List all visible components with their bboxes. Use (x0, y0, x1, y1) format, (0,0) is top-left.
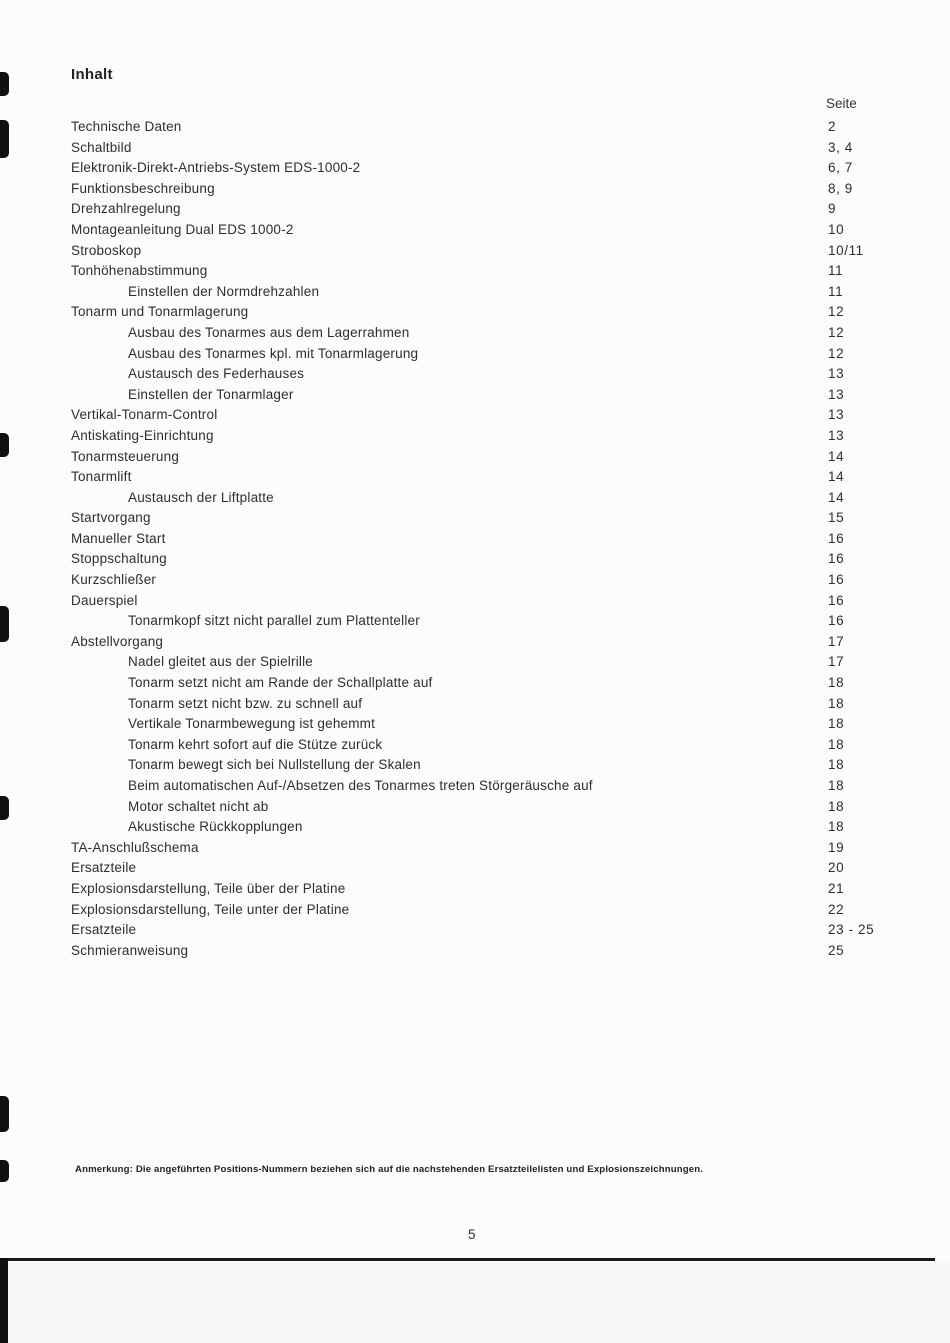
toc-entry-title: Kurzschließer (71, 572, 157, 588)
toc-entry-title: Ausbau des Tonarmes aus dem Lagerrahmen (128, 324, 410, 340)
toc-entry (0, 302, 950, 323)
toc-entry-title: Nadel gleitet aus der Spielrille (128, 654, 313, 670)
toc-entry-title: Dauerspiel (71, 592, 138, 608)
toc-entry-title: Ersatzteile (71, 922, 137, 938)
toc-entry-page: 21 (828, 880, 845, 896)
toc-entry-title: Stoppschaltung (71, 551, 167, 567)
toc-entry (0, 879, 950, 900)
toc-entry-title: Elektronik-Direkt-Antriebs-System EDS-1000-2 (71, 160, 361, 176)
toc-entry-page: 13 (828, 407, 845, 423)
toc-entry (0, 138, 950, 159)
toc-entry-page: 17 (828, 654, 845, 670)
toc-entry-title: Akustische Rückkopplungen (128, 819, 303, 835)
toc-entry-title: Beim automatischen Auf-/Absetzen des Tonarmes treten Störgeräusche auf (128, 778, 593, 793)
toc-entry-page: 18 (828, 778, 845, 793)
toc-entry-title: Explosionsdarstellung, Teile über der Platine (71, 880, 346, 896)
toc-entry (0, 900, 950, 921)
toc-entry-title: Tonarm setzt nicht am Rande der Schallplatte auf (128, 675, 433, 691)
toc-entry-page: 18 (828, 798, 845, 814)
toc-entry-page: 11 (828, 283, 844, 299)
toc-entry-title: Einstellen der Tonarmlager (128, 386, 294, 402)
toc-entry-page: 6, 7 (828, 160, 853, 176)
toc-entry-page: 3, 4 (828, 139, 853, 155)
footnote: Anmerkung: Die angeführten Positions-Nummern beziehen sich auf die nachstehenden Ersatzteilelisten und Explosionszeichnungen. (75, 1164, 704, 1175)
toc-entry-page: 8, 9 (828, 180, 853, 196)
toc-entry-page: 12 (828, 324, 845, 340)
toc-entry-page: 16 (828, 592, 845, 608)
toc-entry-page: 18 (828, 716, 845, 732)
page-number: 5 (468, 1227, 476, 1242)
toc-entry-page: 14 (828, 469, 845, 485)
toc-entry (0, 549, 950, 570)
toc-entry (0, 797, 950, 818)
toc-entry-title: Startvorgang (71, 510, 151, 526)
toc-entry (0, 447, 950, 468)
toc-entry-page: 2 (828, 119, 837, 134)
toc-entry (0, 426, 950, 447)
toc-entry-title: Drehzahlregelung (71, 201, 181, 217)
toc-entry-page: 18 (828, 819, 845, 835)
toc-entry (0, 735, 950, 756)
toc-entry (0, 570, 950, 591)
toc-entry (0, 405, 950, 426)
toc-entry-page: 18 (828, 675, 845, 691)
toc-entry-page: 16 (828, 530, 845, 546)
toc-entry-page: 17 (828, 633, 845, 649)
toc-entry-title: Tonarm setzt nicht bzw. zu schnell auf (128, 695, 363, 711)
toc-entry-page: 25 (828, 942, 845, 958)
toc-entry-page: 23 - 25 (828, 922, 875, 938)
toc-entry-page: 13 (828, 427, 845, 443)
toc-entry-title: Ausbau des Tonarmes kpl. mit Tonarmlagerung (128, 345, 419, 361)
toc-entry-page: 22 (828, 901, 845, 917)
toc-entry (0, 920, 950, 941)
toc-entry-title: Tonarm kehrt sofort auf die Stütze zurück (128, 736, 383, 752)
toc-entry-title: Motor schaltet nicht ab (128, 798, 269, 814)
toc-entry-title: Austausch des Federhauses (128, 366, 305, 382)
toc-entry-page: 10 (828, 221, 845, 237)
toc-entry-page: 13 (828, 386, 845, 402)
toc-entry-title: Ersatzteile (71, 860, 137, 876)
toc-entry-page: 18 (828, 695, 845, 711)
toc-entry (0, 652, 950, 673)
toc-entry-page: 20 (828, 860, 845, 876)
toc-entry-page: 14 (828, 448, 845, 464)
toc-entry-page: 19 (828, 839, 845, 855)
toc-entry-title: Tonarmsteuerung (71, 448, 180, 464)
toc-entry (0, 261, 950, 282)
toc-entry-title: Schmieranweisung (71, 942, 189, 958)
toc-entry-title: Explosionsdarstellung, Teile unter der Platine (71, 901, 350, 917)
toc-entry-title: Einstellen der Normdrehzahlen (128, 283, 320, 299)
toc-entry (0, 220, 950, 241)
page-column-header: Seite (826, 96, 857, 111)
toc-entry-page: 10/11 (828, 242, 864, 258)
toc-entry-title: Vertikale Tonarmbewegung ist gehemmt (128, 716, 376, 732)
toc-entry (0, 673, 950, 694)
toc-entry (0, 364, 950, 385)
toc-entry (0, 755, 950, 776)
toc-entry (0, 179, 950, 200)
page-title: Inhalt (71, 66, 113, 83)
toc-entry-title: Abstellvorgang (71, 633, 164, 649)
toc-entry-page: 16 (828, 572, 845, 588)
bottom-edge-line (0, 1258, 935, 1261)
table-of-contents (0, 117, 950, 961)
toc-entry (0, 776, 950, 797)
scan-edge-strip (0, 1258, 8, 1343)
toc-entry-page: 14 (828, 489, 845, 505)
toc-entry-page: 18 (828, 757, 845, 773)
toc-entry-title: Funktionsbeschreibung (71, 180, 215, 196)
toc-entry-page: 15 (828, 510, 845, 526)
toc-entry-title: Vertikal-Tonarm-Control (71, 407, 218, 423)
punch-hole-mark (0, 1160, 9, 1182)
toc-entry-page: 12 (828, 304, 845, 320)
toc-entry (0, 817, 950, 838)
toc-entry-title: TA-Anschlußschema (71, 839, 199, 855)
toc-entry (0, 488, 950, 509)
toc-entry (0, 467, 950, 488)
toc-entry-page: 9 (828, 201, 837, 217)
toc-entry-page: 11 (828, 263, 844, 279)
toc-entry (0, 117, 950, 138)
toc-entry-page: 12 (828, 345, 845, 361)
toc-entry-title: Schaltbild (71, 139, 132, 155)
toc-entry-page: 16 (828, 551, 845, 567)
toc-entry-page: 16 (828, 613, 845, 629)
toc-entry-title: Technische Daten (71, 119, 182, 134)
toc-entry-page: 13 (828, 366, 845, 382)
toc-entry (0, 941, 950, 962)
toc-entry (0, 323, 950, 344)
toc-entry-title: Tonarmkopf sitzt nicht parallel zum Plattenteller (128, 613, 420, 629)
toc-entry-page: 18 (828, 736, 845, 752)
toc-entry (0, 344, 950, 365)
toc-entry-title: Tonarm bewegt sich bei Nullstellung der Skalen (128, 757, 421, 773)
toc-entry-title: Tonhöhenabstimmung (71, 263, 208, 279)
toc-entry-title: Stroboskop (71, 242, 142, 258)
toc-entry-title: Antiskating-Einrichtung (71, 427, 214, 443)
toc-entry-title: Manueller Start (71, 530, 166, 546)
toc-entry (0, 694, 950, 715)
toc-entry (0, 611, 950, 632)
toc-entry-title: Tonarmlift (71, 469, 132, 485)
page-bottom-margin (0, 1262, 950, 1343)
toc-entry (0, 199, 950, 220)
toc-entry-title: Montageanleitung Dual EDS 1000-2 (71, 221, 294, 237)
toc-entry (0, 385, 950, 406)
toc-entry (0, 714, 950, 735)
toc-entry (0, 158, 950, 179)
toc-entry (0, 241, 950, 262)
toc-entry (0, 858, 950, 879)
toc-entry (0, 529, 950, 550)
toc-entry (0, 591, 950, 612)
toc-entry (0, 632, 950, 653)
toc-entry (0, 838, 950, 859)
toc-entry-title: Tonarm und Tonarmlagerung (71, 304, 249, 320)
punch-hole-mark (0, 72, 9, 96)
punch-hole-mark (0, 1096, 9, 1132)
toc-entry-title: Austausch der Liftplatte (128, 489, 274, 505)
toc-entry (0, 282, 950, 303)
toc-entry (0, 508, 950, 529)
